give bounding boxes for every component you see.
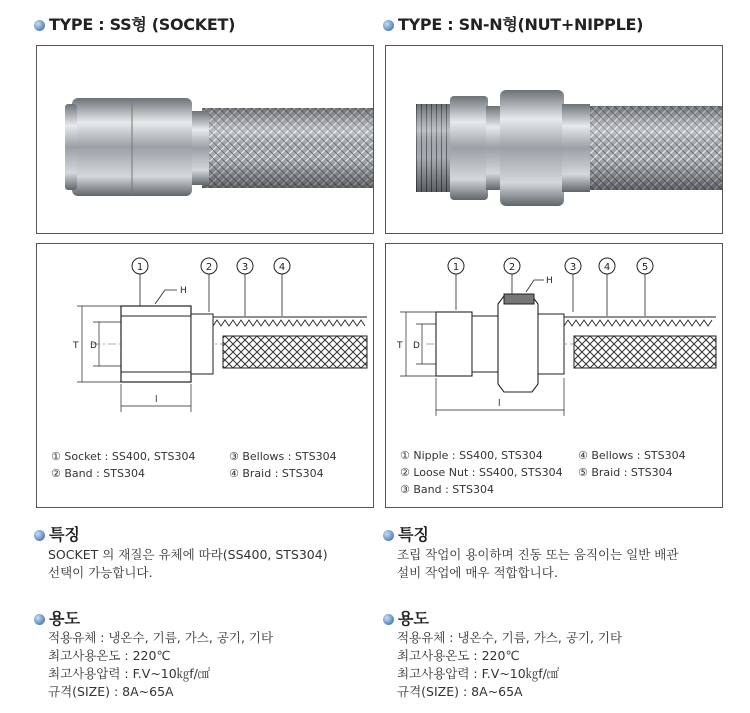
bullet-icon xyxy=(34,530,45,541)
socket-usage-heading: 용도 xyxy=(34,606,80,629)
nut-nipple-usage-heading: 용도 xyxy=(383,606,429,629)
dim-t-label: T xyxy=(73,341,79,351)
bullet-icon xyxy=(383,614,394,625)
callout-2: 2 xyxy=(205,262,213,273)
socket-section-drawing xyxy=(37,244,373,444)
nut-nipple-type-title: TYPE : SN-N형(NUT+NIPPLE) xyxy=(383,12,643,35)
callout-1: 1 xyxy=(452,262,460,273)
dim-d-label: D xyxy=(413,341,420,351)
callout-5: 5 xyxy=(641,262,649,273)
dim-l-label: l xyxy=(498,399,501,409)
callout-4: 4 xyxy=(278,262,286,273)
dim-t-label: T xyxy=(397,341,403,351)
dim-d-label: D xyxy=(90,341,97,351)
nut-nipple-usage-text: 적용유체 : 냉온수, 기름, 가스, 공기, 기타 최고사용온도 : 220℃ 최고사용압력 : F.V~10㎏f/㎠ 규격(SIZE) : 8A~65A xyxy=(397,630,623,699)
socket-usage-text: 적용유체 : 냉온수, 기름, 가스, 공기, 기타 최고사용온도 : 220℃ 최고사용압력 : F.V~10㎏f/㎠ 규격(SIZE) : 8A~65A xyxy=(48,630,274,699)
callout-3: 3 xyxy=(569,262,577,273)
bullet-icon xyxy=(383,530,394,541)
socket-type-title: TYPE : SS형 (SOCKET) xyxy=(34,12,235,35)
socket-photo xyxy=(36,45,374,234)
bullet-icon xyxy=(34,614,45,625)
socket-feature-heading: 특징 xyxy=(34,522,80,545)
callout-1: 1 xyxy=(136,262,144,273)
bullet-icon xyxy=(34,20,45,31)
bullet-icon xyxy=(383,20,394,31)
dim-h-label: H xyxy=(180,286,187,296)
callout-4: 4 xyxy=(603,262,611,273)
socket-diagram xyxy=(36,243,374,508)
dim-l-label: l xyxy=(155,395,158,405)
nut-nipple-section-drawing xyxy=(386,244,722,444)
dim-h-label: H xyxy=(546,276,553,286)
nut-nipple-photo xyxy=(385,45,723,234)
nut-nipple-feature-text: 조립 작업이 용이하며 진동 또는 움직이는 일반 배관 설비 작업에 매우 적합합니다. xyxy=(397,547,679,580)
nut-nipple-feature-heading: 특징 xyxy=(383,522,429,545)
socket-legend: ① Socket : SS400, STS304 ③ Bellows : STS304 ② Band : STS304 ④ Braid : STS304 xyxy=(51,450,337,480)
nut-nipple-legend: ① Nipple : SS400, STS304 ④ Bellows : STS304 ② Loose Nut : SS400, STS304 ⑤ Braid : STS304 ③ Band : STS304 xyxy=(400,449,686,496)
nut-nipple-hose-image xyxy=(386,46,722,233)
socket-hose-image xyxy=(37,46,373,233)
callout-2: 2 xyxy=(508,262,516,273)
callout-3: 3 xyxy=(241,262,249,273)
socket-feature-text: SOCKET 의 재질은 유체에 따라(SS400, STS304) 선택이 가능합니다. xyxy=(48,547,328,580)
nut-nipple-diagram xyxy=(385,243,723,508)
